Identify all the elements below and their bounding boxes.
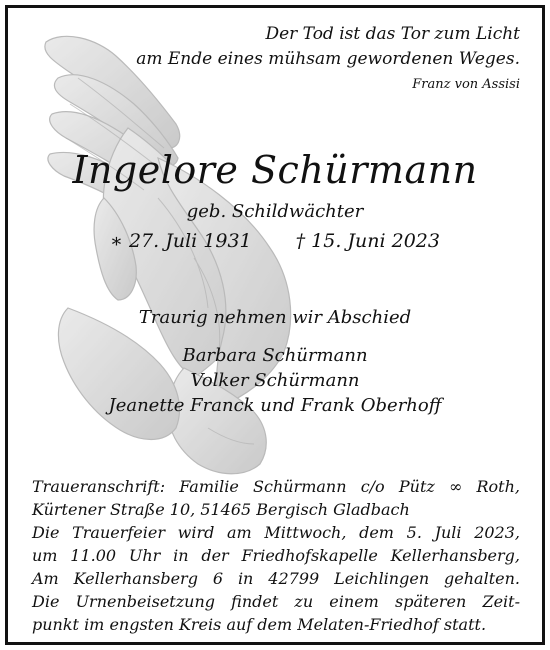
birth-date: ∗ 27. Juli 1931 [110,230,252,252]
death-date: † 15. Juni 2023 [295,230,440,252]
obituary-notice [5,5,545,645]
mourners-list [8,343,542,418]
info-line: Die Trauerfeier wird am Mittwoch, dem 5. Juli 2023, [32,523,520,542]
deceased-name: Ingelore Schürmann [72,148,478,192]
info-line: Traueranschrift: Familie Schürmann c/o Pütz ∞ Roth, [32,477,520,496]
mourner-name: Jeanette Franck und Frank Oberhoff [108,395,442,416]
life-dates [8,230,542,252]
info-line: punkt im engsten Kreis auf dem Melaten-Friedhof statt. [32,615,487,634]
quote-line: Der Tod ist das Tor zum Licht [265,24,520,44]
mourner-name: Barbara Schürmann [182,345,368,366]
info-line: Kürtener Straße 10, 51465 Bergisch Gladbach [32,500,410,519]
funeral-information [32,475,520,636]
quote-line: am Ende eines mühsam gewordenen Weges. [136,49,520,69]
info-line: Am Kellerhansberg 6 in 42799 Leichlingen gehalten. [32,569,520,588]
info-line: um 11.00 Uhr in der Friedhofskapelle Kellerhansberg, [32,546,520,565]
quote-author: Franz von Assisi [412,77,520,92]
maiden-name: geb. Schildwächter [186,201,364,222]
info-line: Die Urnenbeisetzung findet zu einem späteren Zeit- [32,592,520,611]
opening-quote [136,22,520,96]
farewell-text: Traurig nehmen wir Abschied [138,307,412,328]
mourner-name: Volker Schürmann [190,370,360,391]
